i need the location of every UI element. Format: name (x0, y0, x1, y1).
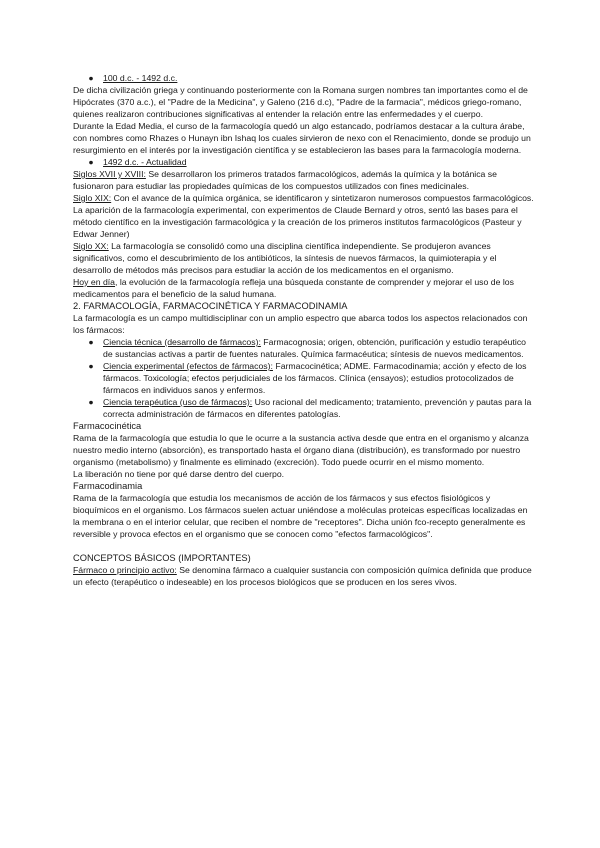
term-text: Se denomina fármaco a cualquier sustancia con composición química definida que produce un efecto (terapéutico o indeseable) en los procesos biológicos que se producen en los seres vivos. (73, 565, 532, 587)
paragraph-greek-roman: De dicha civilización griega y continuando posteriormente con la Romana surgen nombres tan importantes como el de Hipócrates (370 a.c.), el "Padre de la Medicina", y Galeno (216 d.c), "Padre de la farmacia", médicos griego-romano, quienes realizaron contribuciones significativas al entender la relación entre las enfermedades y el cuerpo. (73, 85, 528, 119)
paragraph-siglo-xix (73, 192, 535, 240)
spacer (73, 540, 535, 552)
bullet-icon: ● (88, 397, 94, 407)
list-item (73, 396, 535, 420)
list-item (73, 336, 535, 360)
century-label: Siglo XIX: (73, 193, 112, 203)
list-item-text: Farmacognosia; origen, obtención, purificación y estudio terapéutico de sustancias activas a partir de fuentes naturales. Química farmacéutica; síntesis de nuevos medicamentos. (103, 337, 527, 359)
timeline-bullet-1 (73, 72, 535, 84)
timeline-period-label: 100 d.c. - 1492 d.c. (103, 73, 178, 83)
bullet-icon: ● (88, 361, 94, 371)
century-label: Siglos XVII y XVIII: (73, 169, 146, 179)
paragraph-middle-ages: Durante la Edad Media, el curso de la farmacología quedó un algo estancado, podríamos destacar a la cultura árabe, con nombres como Rhazes o Hunayn ibn Ishaq los cuales sirvieron de nexo con el Renacimiento, donde se produjo un resurgimiento en el interés por la investigación científica y se establecieron las bases para la farmacología moderna. (73, 121, 531, 155)
century-label: Siglo XX: (73, 241, 109, 251)
paragraph-liberacion-note: La liberación no tiene por qué darse dentro del cuerpo. (73, 469, 285, 479)
paragraph-siglo-xx (73, 240, 535, 276)
timeline-period-label: 1492 d.c. - Actualidad (103, 157, 187, 167)
century-text: Se desarrollaron los primeros tratados farmacológicos, además la química y la botánica se fusionaron para estudiar las propiedades químicas de los compuestos utilizados con fines medicinales. (73, 169, 497, 191)
list-item-label: Ciencia técnica (desarrollo de fármacos): (103, 337, 261, 347)
term-label: Fármaco o principio activo: (73, 565, 177, 575)
timeline-bullet-2 (73, 156, 535, 168)
section-heading-farmacologia: 2. FARMACOLOGÍA, FARMACOCINÉTICA Y FARMACODINAMIA (73, 301, 348, 311)
paragraph-farmaco-definicion (73, 564, 535, 588)
paragraph-siglos-xvii-xviii (73, 168, 535, 192)
section-heading-conceptos: CONCEPTOS BÁSICOS (IMPORTANTES) (73, 553, 251, 563)
document-content (73, 72, 535, 588)
bullet-icon: ● (88, 337, 94, 347)
list-item-text: Uso racional del medicamento; tratamiento, prevención y pautas para la correcta administración de fármacos en diferentes patologías. (103, 397, 532, 419)
list-item-label: Ciencia terapéutica (uso de fármacos): (103, 397, 253, 407)
bullet-icon: ● (88, 73, 94, 83)
paragraph-farmacodinamia: Rama de la farmacología que estudia los mecanismos de acción de los fármacos y sus efectos fisiológicos y bioquímicos en el organismo. Los fármacos suelen actuar uniéndose a moléculas proteicas específicas localizadas en la membrana o en el interior celular, que reciben el nombre de "receptores". Dicha unión fco-recepto generalmente es reversible y provoca efectos en el organismo que se conocen como "efectos farmacológicos". (73, 493, 528, 539)
subheading-farmacocinetica: Farmacocinética (73, 421, 142, 431)
paragraph-farmacocinetica: Rama de la farmacología que estudia lo que le ocurre a la sustancia activa desde que entra en el organismo y alcanza nuestro medio interno (absorción), es transportado hasta el órgano diana (distribución), es transformado por nuestro organismo (metabolismo) y finalmente es eliminado (excreción). Todo puede ocurrir en el mismo momento. (73, 433, 529, 467)
bullet-icon: ● (88, 157, 94, 167)
subheading-farmacodinamia: Farmacodinamia (73, 481, 143, 491)
century-text: Con el avance de la química orgánica, se identificaron y sintetizaron numerosos compuestos farmacológicos. La aparición de la farmacología experimental, con experimentos de Claude Bernard y otros, sentó las bases para el método científico en la investigación farmacológica y la creación de los primeros institutos farmacológicos (Pasteur y Edwar Jenner) (73, 193, 534, 239)
paragraph-farmacologia-intro: La farmacología es un campo multidisciplinar con un amplio espectro que abarca todos los aspectos relacionados con los fármacos: (73, 313, 528, 335)
list-item-label: Ciencia experimental (efectos de fármacos): (103, 361, 273, 371)
century-text: La farmacología se consolidó como una disciplina científica independiente. Se produjeron avances significativos, como el descubrimiento de los antibióticos, la síntesis de nuevos fármacos, la quimioterapia y el desarrollo de métodos más precisos para estudiar la acción de los medicamentos en el organismo. (73, 241, 497, 275)
list-item-text: Farmacocinética; ADME. Farmacodinamia; acción y efecto de los fármacos. Toxicología; efectos perjudiciales de los fármacos. Clínica (ensayos); estudios protocolizados de fármacos en individuos sanos y enfermos. (103, 361, 527, 395)
century-label: Hoy en día (73, 277, 116, 287)
list-item (73, 360, 535, 396)
century-text: , la evolución de la farmacología refleja una búsqueda constante de comprender y mejorar el uso de los medicamentos para el beneficio de la salud humana. (73, 277, 514, 299)
paragraph-hoy-en-dia (73, 276, 535, 300)
science-list (73, 336, 535, 420)
